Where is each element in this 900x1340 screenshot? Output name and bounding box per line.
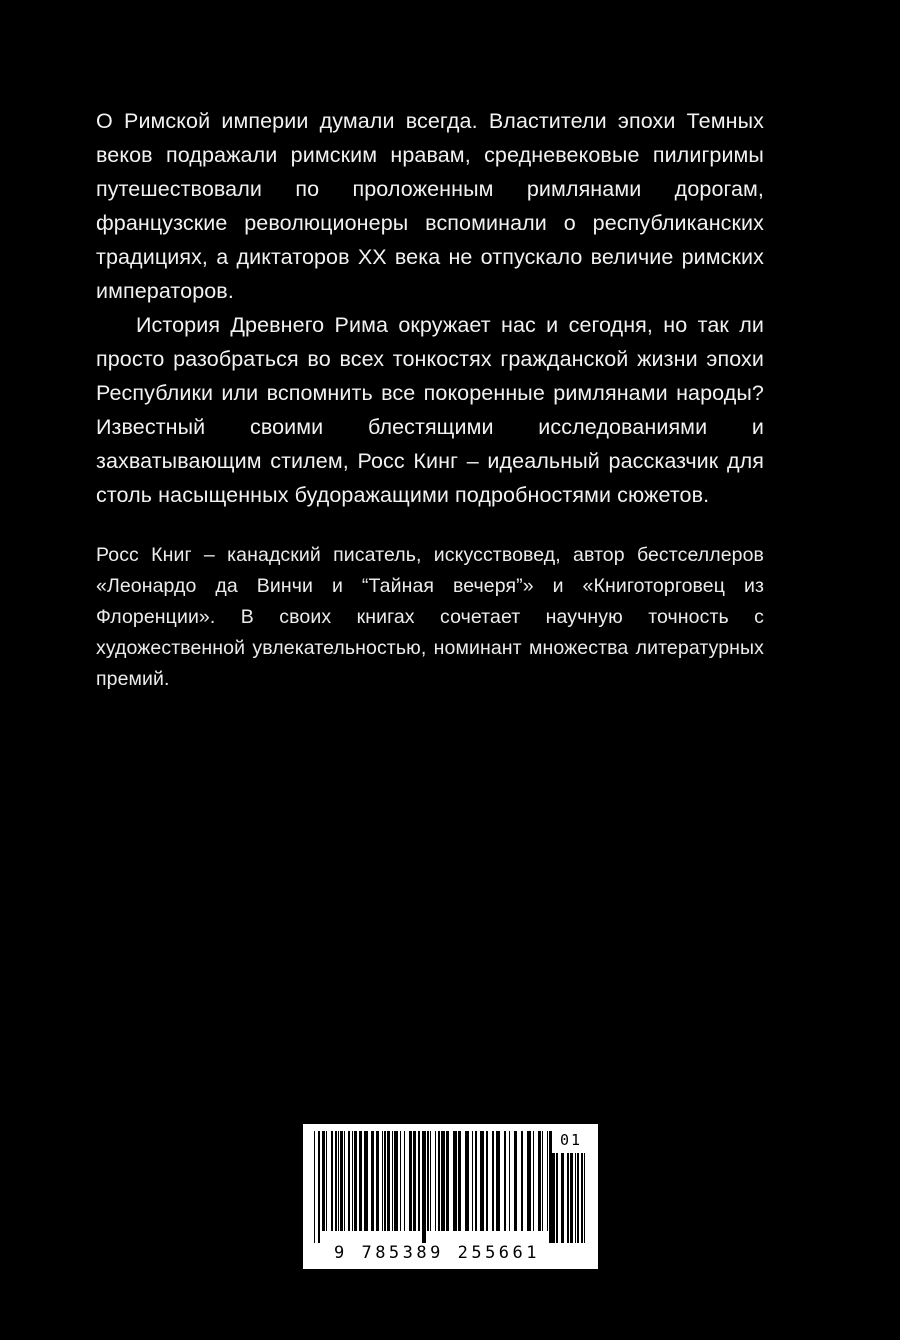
barcode-digits: 9 785389 255661 <box>333 1243 541 1263</box>
author-bio: Росс Книг – канадский писатель, искусствовед, автор бестселлеров «Леонардо да Винчи и “Тайная вечеря”» и «Книготорговец из Флоренции». В своих книгах сочетает научную точность с художественной увлекательностью, номинант множества литературных премий. <box>96 544 764 690</box>
paragraph-spacer <box>96 512 764 540</box>
barcode-addon-digits: 01 <box>559 1131 583 1149</box>
blurb-text-block <box>96 104 764 695</box>
barcode-bars <box>314 1131 560 1243</box>
barcode-addon-bars <box>552 1153 590 1243</box>
blurb-paragraph-1: О Римской империи думали всегда. Властители эпохи Темных веков подражали римским нравам, средневековые пилигримы путешествовали по проложенным римлянами дорогам, французские революционеры вспоминали о республиканских традициях, а диктаторов XX века не отпускало величие римских императоров. <box>96 109 764 303</box>
blurb-paragraph-2: История Древнего Рима окружает нас и сегодня, но так ли просто разобраться во всех тонкостях гражданской жизни эпохи Республики или вспомнить все покоренные римлянами народы? Известный своими блестящими исследованиями и захватывающим стилем, Росс Кинг – идеальный рассказчик для столь насыщенных будоражащими подробностями сюжетов. <box>96 313 764 507</box>
barcode <box>303 1124 598 1269</box>
barcode-addon <box>552 1131 590 1243</box>
barcode-inner <box>303 1124 598 1269</box>
